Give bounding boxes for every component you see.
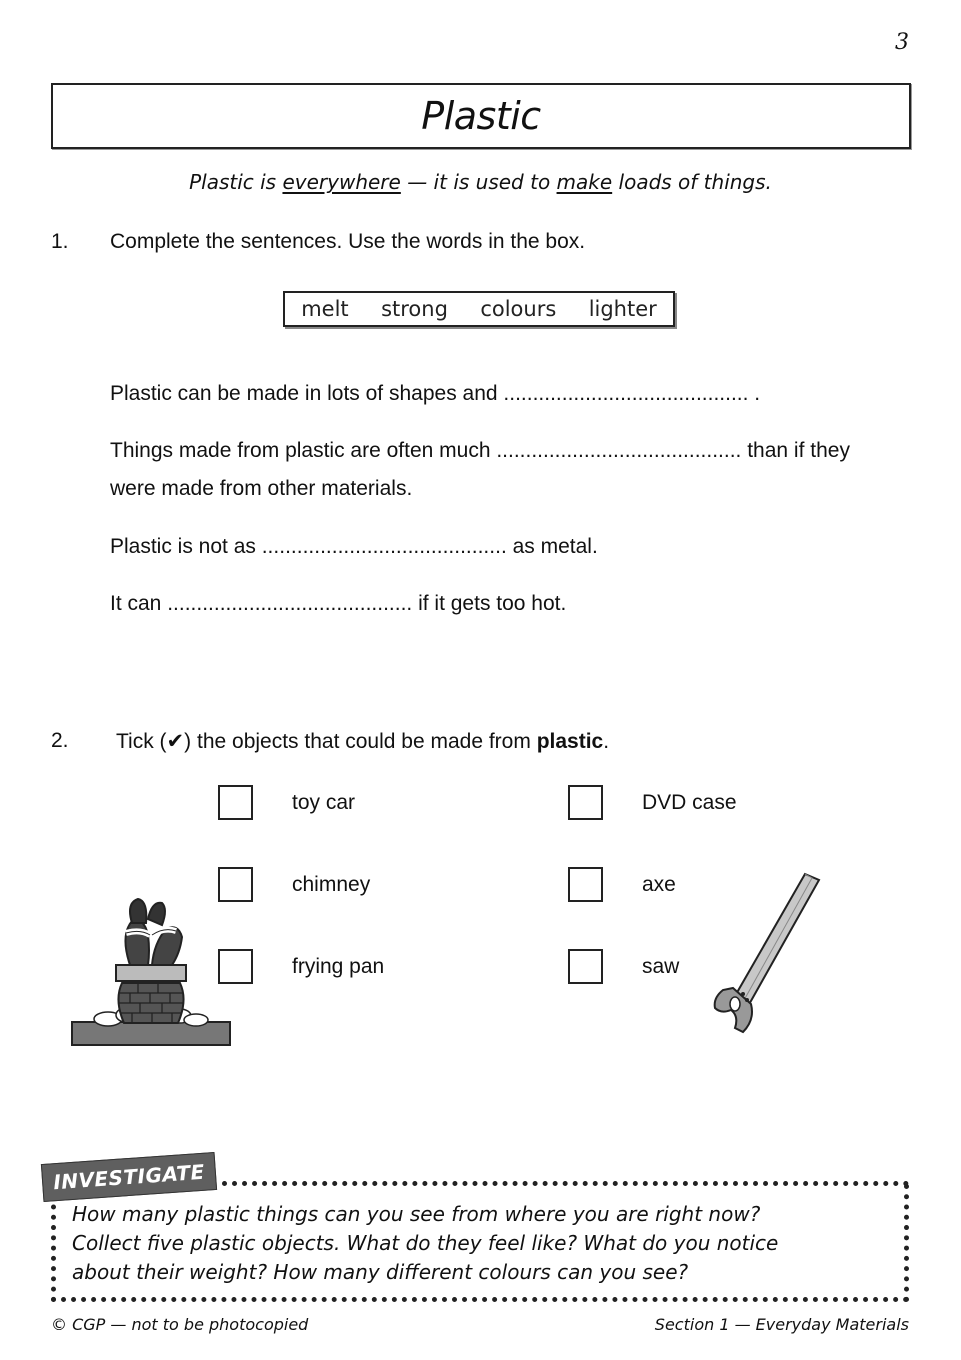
q2-bold-word: plastic (536, 730, 604, 753)
question-1-number: 1. (51, 230, 69, 253)
label-toy-car: toy car (292, 791, 356, 814)
label-chimney: chimney (292, 873, 371, 896)
investigate-text (72, 1200, 892, 1287)
label-dvd-case: DVD case (642, 791, 737, 814)
page-number: 3 (895, 30, 909, 55)
subtitle-underlined-make: make (556, 170, 613, 194)
sentence-3[interactable]: Plastic is not as .......................................... as metal. (110, 535, 598, 558)
investigate-line-3: about their weight? How many different colours can you see? (72, 1260, 689, 1284)
sentence-2[interactable]: Things made from plastic are often much .......................................... than if they were made from other materials. (110, 439, 850, 500)
saw-illustration (705, 870, 825, 1040)
subtitle-underlined-everywhere: everywhere (282, 170, 401, 194)
q2-text: . (603, 730, 610, 753)
word-colours: colours (480, 297, 557, 321)
q2-text: ) the objects that could be made from (184, 730, 537, 753)
question-2-number: 2. (51, 729, 69, 752)
label-saw: saw (642, 955, 680, 978)
subtitle (0, 170, 961, 194)
word-lighter: lighter (588, 297, 657, 321)
checkbox-saw[interactable] (568, 949, 603, 984)
word-strong: strong (381, 297, 448, 321)
question-2-instruction (116, 729, 609, 754)
q2-text: Tick ( (116, 730, 167, 753)
investigate-line-1: How many plastic things can you see from where you are right now? (72, 1202, 761, 1226)
subtitle-part: — it is used to (400, 170, 557, 194)
subtitle-part: Plastic is (189, 170, 283, 194)
checkbox-dvd-case[interactable] (568, 785, 603, 820)
question-1-instruction: Complete the sentences. Use the words in the box. (110, 230, 586, 253)
label-frying-pan: frying pan (292, 955, 385, 978)
investigate-label: INVESTIGATE (52, 1159, 206, 1195)
tick-icon: ✔ (166, 730, 185, 753)
word-box (283, 291, 675, 327)
checkbox-axe[interactable] (568, 867, 603, 902)
checkbox-toy-car[interactable] (218, 785, 253, 820)
footer-section: Section 1 — Everyday Materials (654, 1315, 909, 1334)
subtitle-part: loads of things. (612, 170, 772, 194)
title-box (51, 83, 911, 149)
chimney-illustration (68, 895, 234, 1050)
page-title: Plastic (421, 94, 541, 138)
sentence-1[interactable]: Plastic can be made in lots of shapes and .......................................... . (110, 382, 761, 405)
investigate-line-2: Collect five plastic objects. What do they feel like? What do you notice (72, 1231, 779, 1255)
sentence-4[interactable]: It can .......................................... if it gets too hot. (110, 592, 567, 615)
footer-copyright: © CGP — not to be photocopied (51, 1315, 309, 1334)
word-melt: melt (301, 297, 349, 321)
label-axe: axe (642, 873, 676, 896)
